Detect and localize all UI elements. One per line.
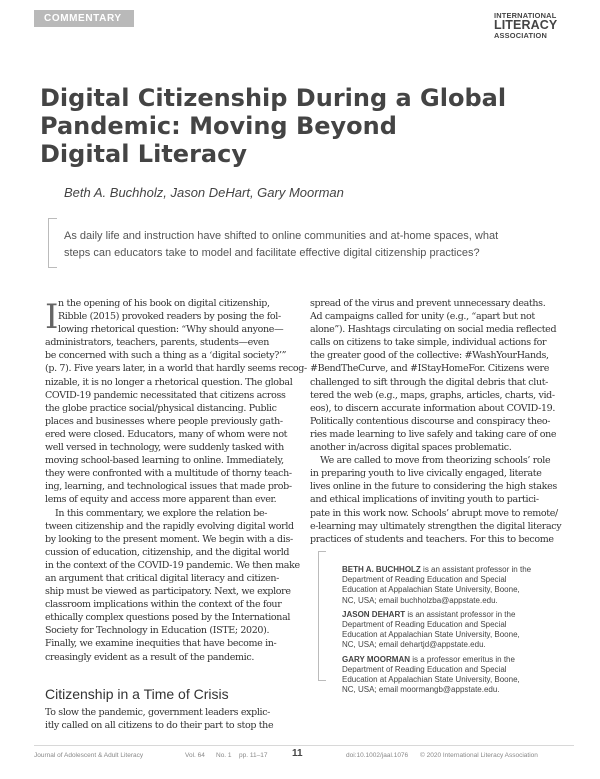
body-line: another in/across digital spaces problematic. xyxy=(310,442,512,454)
bio-line: Education at Appalachian State University, Boone, xyxy=(342,585,520,595)
logo-line: ASSOCIATION xyxy=(494,30,547,40)
body-line: calls on citizens to take simple, individual actions for xyxy=(310,337,547,349)
body-line: administrators, teachers, parents, students—even xyxy=(45,337,269,349)
body-line: pate in this work now. Schools’ abrupt move to remote/ xyxy=(310,507,558,519)
footer-doi: doi:10.1002/jaal.1076 xyxy=(346,752,409,759)
bio-line: Department of Reading Education and Special xyxy=(342,664,507,674)
body-line: Politically contentious discourse and conspiracy theo- xyxy=(310,415,551,427)
body-line: they were confronted with a multitude of thorny teach- xyxy=(45,468,292,480)
body-line: creasingly evident as a result of the pandemic. xyxy=(45,651,254,663)
body-line: an argument that critical digital literacy and citizen- xyxy=(45,572,280,584)
abstract-bracket xyxy=(48,218,57,268)
body-line: itly called on all citizens to do their part to stop the xyxy=(45,720,274,732)
body-line: practices of students and teachers. For this to become xyxy=(310,533,554,545)
footer-copyright: © 2020 International Literacy Association xyxy=(420,752,538,759)
bio-name: GARY MOORMAN xyxy=(342,654,410,664)
publisher-logo xyxy=(494,12,574,39)
body-line: challenged to sift through the digital debris that clut- xyxy=(310,376,549,388)
bio-name: BETH A. BUCHHOLZ xyxy=(342,565,421,574)
bio-line: Education at Appalachian State University, Boone, xyxy=(342,630,520,640)
bio-name: JASON DEHART xyxy=(342,609,406,619)
body-line: Ribble (2015) provoked readers by posing the fol- xyxy=(58,311,281,323)
section-tag: COMMENTARY xyxy=(34,10,134,27)
abstract-line: steps can educators take to model and facilitate effective digital citizenship practices? xyxy=(64,246,480,259)
bio-line xyxy=(342,655,531,665)
body-line: lives online in the future to considering the high stakes xyxy=(310,481,557,493)
body-column-right xyxy=(310,297,567,546)
body-column-left xyxy=(45,297,307,664)
footer-divider xyxy=(34,745,574,746)
abstract-line: As daily life and instruction have shifted to online communities and at-home spaces, what xyxy=(64,230,499,242)
bio-line: NC, USA; email dehartjd@appstate.edu. xyxy=(342,640,486,650)
footer-pages: pp. 11–17 xyxy=(239,752,268,759)
bio-text: is a professor emeritus in the xyxy=(410,654,515,664)
body-line: tered the web (e.g., maps, graphs, articles, charts, vid- xyxy=(310,389,555,401)
logo-line: INTERNATIONAL xyxy=(494,11,557,20)
body-line: ing, learning, and technological issues that made prob- xyxy=(45,481,292,493)
section-heading: Citizenship in a Time of Crisis xyxy=(45,686,229,702)
page-number: 11 xyxy=(292,748,303,759)
bio-line: Department of Reading Education and Special xyxy=(342,620,507,630)
body-line: ries made learning to live safely and taking care of one xyxy=(310,428,557,440)
body-line: places and businesses where people previously gath- xyxy=(45,415,283,427)
body-line: and ethical implications of inviting youth to partici- xyxy=(310,494,539,506)
body-line: by looking to the present moment. We begin with a dis- xyxy=(45,533,293,545)
bio-line xyxy=(342,610,531,620)
author-bios-box xyxy=(318,551,580,695)
bio-line: Department of Reading Education and Special xyxy=(342,575,507,585)
title-line: Pandemic: Moving Beyond xyxy=(40,112,397,140)
body-line: nizable, it is no longer a rhetorical question. The global xyxy=(45,376,293,388)
bio-line: Education at Appalachian State University, Boone, xyxy=(342,675,520,685)
bio-line: NC, USA; email buchholzba@appstate.edu. xyxy=(342,595,498,605)
body-line: We are called to move from theorizing schools’ role xyxy=(320,455,551,467)
bio-text: is an assistant professor in the xyxy=(405,609,516,619)
body-line: in preparing youth to live civically engaged, literate xyxy=(310,468,542,480)
body-line: classroom implications within the context of the four xyxy=(45,599,282,611)
body-line: spread of the virus and prevent unnecessary deaths. xyxy=(310,298,546,309)
abstract-box xyxy=(48,218,553,270)
title-line: Digital Literacy xyxy=(40,140,247,168)
body-line: the greater good of the collective: #WashYourHands, xyxy=(310,350,549,362)
body-line: alone”). Hashtags circulating on social media reflected xyxy=(310,324,557,336)
body-line: in the context of the COVID-19 pandemic. We then make xyxy=(45,559,300,571)
bio-line: NC, USA; email moormangb@appstate.edu. xyxy=(342,685,500,695)
body-line: Ad campaigns called for unity (e.g., “apart but not xyxy=(310,311,535,323)
body-line: Finally, we examine inequities that have become in- xyxy=(45,638,277,650)
body-line: tween citizenship and the rapidly evolving digital world xyxy=(45,520,294,532)
bio-text: is an assistant professor in the xyxy=(420,565,532,574)
drop-cap: I xyxy=(45,297,59,337)
body-line: To slow the pandemic, government leaders explic- xyxy=(45,707,271,718)
footer-issue: No. 1 xyxy=(216,752,232,759)
body-line: lems of equity and access more apparent than ever. xyxy=(45,494,277,506)
body-line: cussion of education, citizenship, and the digital world xyxy=(45,546,290,558)
body-line: In this commentary, we explore the relation be- xyxy=(55,507,268,519)
body-line: be concerned with such a thing as a ‘digital society?’” xyxy=(45,350,287,362)
footer-journal: Journal of Adolescent & Adult Literacy xyxy=(34,752,144,759)
body-line: #BendTheCurve, and #IStayHomeFor. Citizens were xyxy=(310,363,549,375)
body-line: e-learning may ultimately strengthen the digital literacy xyxy=(310,520,562,532)
abstract xyxy=(64,228,554,261)
body-line: (p. 7). Five years later, in a world that hardly seems recog- xyxy=(45,363,307,375)
title-line: Digital Citizenship During a Global xyxy=(40,84,507,112)
body-line: the globe practice social/physical distancing. Public xyxy=(45,402,277,414)
logo-line: LITERACY xyxy=(494,18,558,33)
body-line: ship must be viewed as participatory. Next, we explore xyxy=(45,586,291,598)
body-line: moving school-based learning to online. Immediately, xyxy=(45,455,284,467)
body-column-left-continued xyxy=(45,706,302,732)
author-bios xyxy=(342,565,531,695)
footer-volume: Vol. 64 xyxy=(185,752,205,759)
body-line: COVID-19 pandemic necessitated that citizens across xyxy=(45,389,286,401)
bios-bracket xyxy=(318,551,326,681)
body-line: Society for Technology in Education (ISTE; 2020). xyxy=(45,625,270,637)
body-line: ethically complex questions posed by the International xyxy=(45,612,291,624)
body-line: well versed in technology, were suddenly tasked with xyxy=(45,442,284,454)
body-line: ered were closed. Educators, many of whom were not xyxy=(45,428,288,440)
body-line: lowing rhetorical question: “Why should anyone— xyxy=(58,324,284,336)
bio-line xyxy=(342,565,531,575)
body-line: n the opening of his book on digital citizenship, xyxy=(58,298,270,309)
body-line: eos), to discern accurate information about COVID-19. xyxy=(310,402,556,414)
author-list: Beth A. Buchholz, Jason DeHart, Gary Moorman xyxy=(64,185,344,200)
article-title xyxy=(40,84,540,168)
